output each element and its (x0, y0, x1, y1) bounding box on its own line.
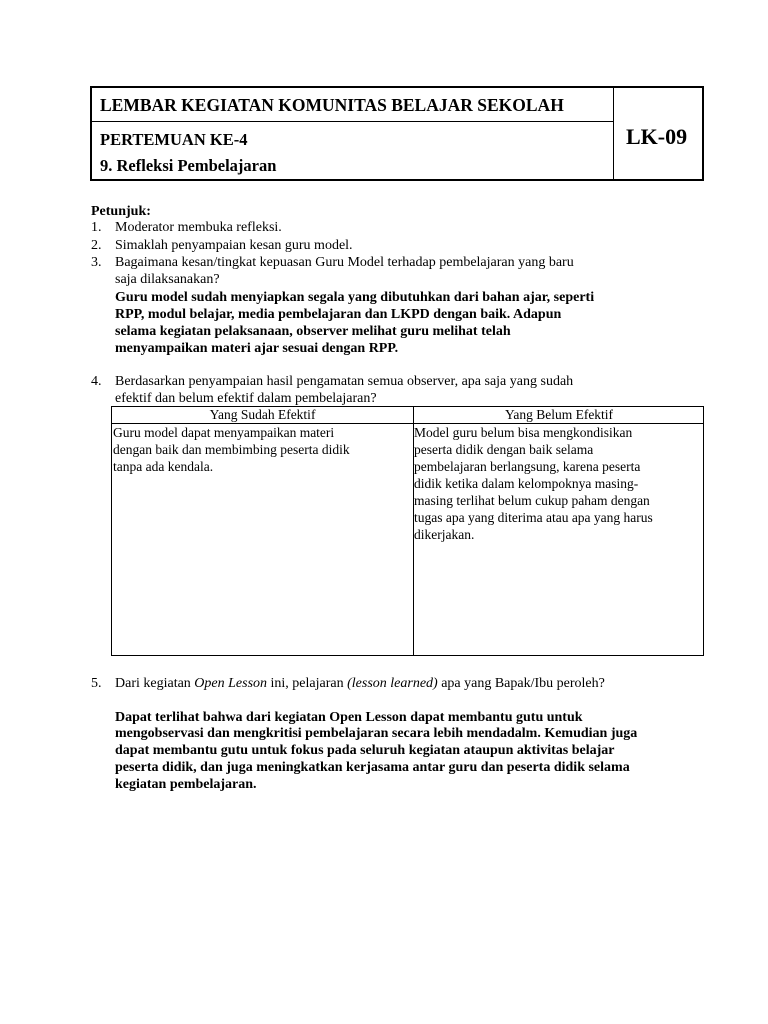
answer-line: mengobservasi dan mengkritisi pembelajaran secara lebih mendadalm. Kemudian juga (115, 726, 638, 741)
item5-text: apa yang Bapak/Ibu peroleh? (437, 676, 605, 691)
table-cell-line: pembelajaran berlangsung, karena peserta (414, 459, 641, 474)
header-divider-horizontal (92, 121, 614, 122)
item-text-line: Bagaimana kesan/tingkat kepuasan Guru Model terhadap pembelajaran yang baru (115, 255, 574, 270)
header-box (90, 86, 704, 181)
item-number: 2. (91, 238, 102, 253)
item5-lesson-learned: (lesson learned) (347, 676, 438, 691)
table-cell-line: didik ketika dalam kelompoknya masing- (414, 476, 639, 491)
answer-line: kegiatan pembelajaran. (115, 777, 257, 792)
header-divider-vertical (613, 88, 614, 179)
item-text: Simaklah penyampaian kesan guru model. (115, 238, 353, 253)
meeting-label: PERTEMUAN KE-4 (100, 130, 248, 149)
instructions-heading: Petunjuk: (91, 204, 151, 219)
item5-question (115, 675, 605, 692)
item-number: 3. (91, 255, 102, 270)
answer-line: dapat membantu gutu untuk fokus pada seluruh kegiatan ataupun aktivitas belajar (115, 743, 615, 758)
item-text-line: saja dilaksanakan? (115, 272, 220, 287)
item5-text: Dari kegiatan (115, 676, 195, 691)
table-header-divider (112, 423, 703, 424)
answer-line: peserta didik, dan juga meningkatkan kerjasama antar guru dan peserta didik selama (115, 760, 630, 775)
item-number: 1. (91, 220, 102, 235)
item-text-line: Berdasarkan penyampaian hasil pengamatan semua observer, apa saja yang sudah (115, 374, 574, 389)
item-text-line: efektif dan belum efektif dalam pembelajaran? (115, 391, 377, 406)
table-cell-line: Guru model dapat menyampaikan materi (113, 425, 335, 440)
table-header-not-effective: Yang Belum Efektif (504, 407, 614, 422)
effectiveness-table (111, 406, 704, 656)
answer-line: selama kegiatan pelaksanaan, observer melihat guru melihat telah (115, 324, 511, 339)
table-cell-line: tugas apa yang diterima atau apa yang harus (414, 510, 653, 525)
item-text: Moderator membuka refleksi. (115, 220, 282, 235)
answer-line: Dapat terlihat bahwa dari kegiatan Open Lesson dapat membantu gutu untuk (115, 710, 583, 725)
section-subtitle: 9. Refleksi Pembelajaran (100, 156, 277, 175)
item-number: 5. (91, 676, 102, 691)
item-number: 4. (91, 374, 102, 389)
document-code: LK-09 (626, 124, 688, 149)
table-cell-line: tanpa ada kendala. (113, 459, 214, 474)
table-header-effective: Yang Sudah Efektif (209, 407, 316, 422)
table-cell-line: dikerjakan. (414, 527, 475, 542)
answer-line: menyampaikan materi ajar sesuai dengan RPP. (115, 341, 399, 356)
document-title: LEMBAR KEGIATAN KOMUNITAS BELAJAR SEKOLAH (100, 95, 564, 115)
answer-line: RPP, modul belajar, media pembelajaran dan LKPD dengan baik. Adapun (115, 307, 562, 322)
answer-line: Guru model sudah menyiapkan segala yang dibutuhkan dari bahan ajar, seperti (115, 290, 595, 305)
table-cell-line: peserta didik dengan baik selama (414, 442, 594, 457)
item5-text: ini, pelajaran (267, 676, 348, 691)
table-cell-line: dengan baik dan membimbing peserta didik (113, 442, 350, 457)
table-cell-line: masing terlihat belum cukup paham dengan (414, 493, 650, 508)
item5-open-lesson: Open Lesson (194, 676, 268, 691)
table-cell-line: Model guru belum bisa mengkondisikan (414, 425, 633, 440)
